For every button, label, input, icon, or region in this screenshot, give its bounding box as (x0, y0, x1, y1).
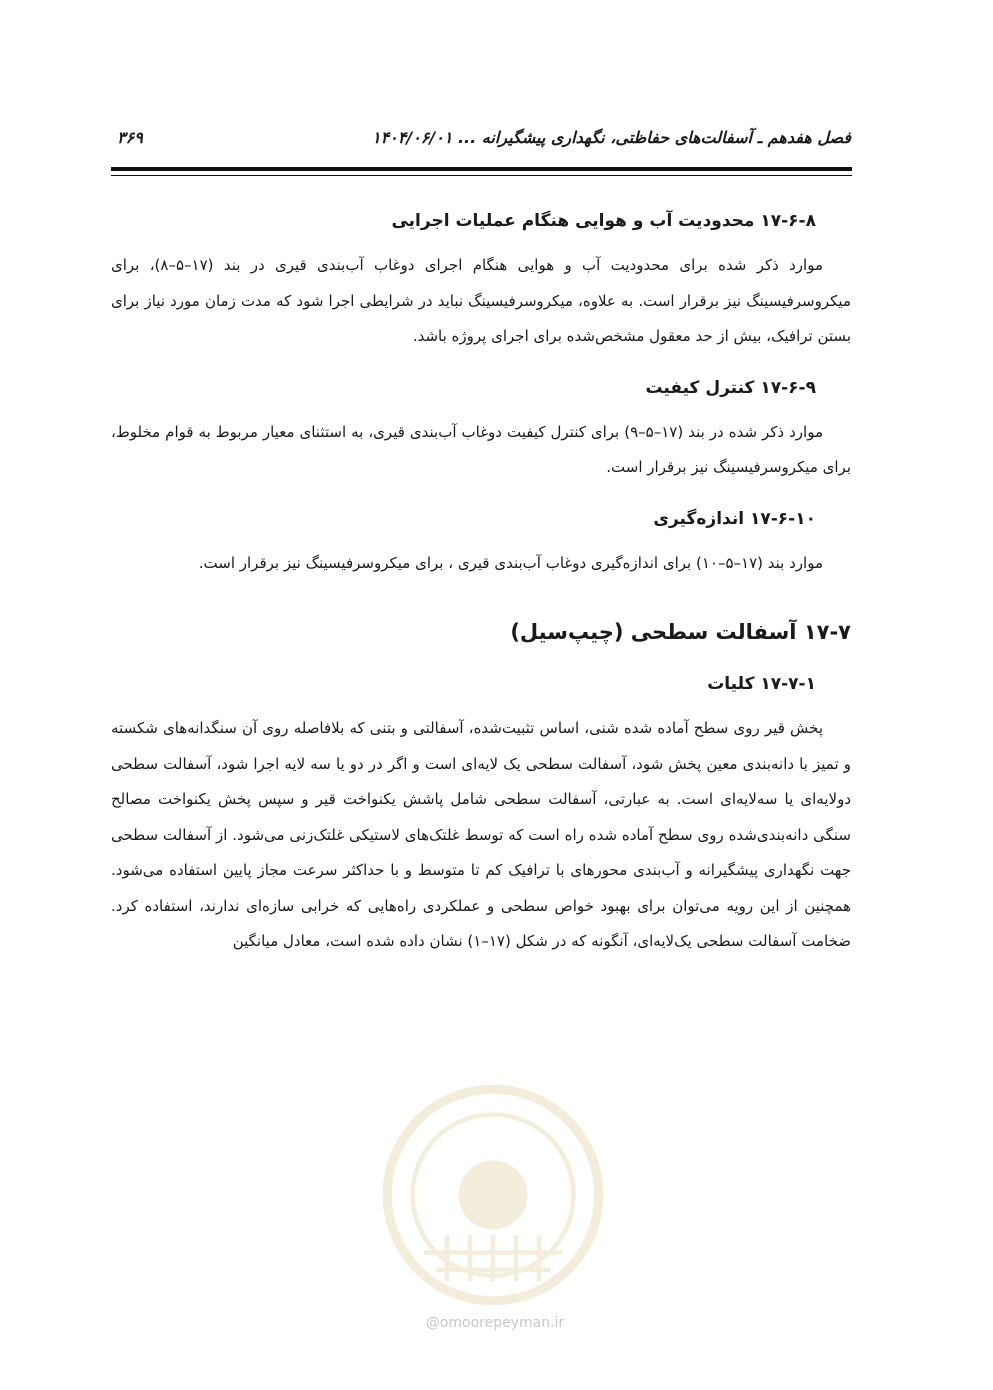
section-heading-quality-control: ۱۷-۶-۹ کنترل کیفیت (645, 377, 816, 398)
section-text-weather-limits: موارد ذکر شده برای محدودیت آب و هوایی هنگام اجرای دوغاب آب‌بندی قیری در بند (۱۷–۵–۸)، برای میکروسرفیسینگ نیز برقرار است. به علاوه، میکروسرفیسینگ نباید در شرایطی اجرا شود که مدت زمان مورد نیاز برای بستن ترافیک، بیش از حد معقول مشخص‌شده برای اجرای پروژه باشد. (111, 256, 851, 345)
section-heading-measurement: ۱۷-۶-۱۰ اندازه‌گیری (653, 508, 816, 529)
header-rule-thin (111, 175, 852, 176)
section-text-measurement: موارد بند (۱۷–۵–۱۰) برای اندازه‌گیری دوغاب آب‌بندی قیری ، برای میکروسرفیسینگ نیز برقرار است. (198, 553, 823, 572)
chapter-section-heading-chipseal: ۱۷-۷ آسفالت سطحی (چیپ‌سیل) (510, 620, 851, 644)
watermark-logo (378, 1080, 608, 1310)
section-heading-weather-limits: ۱۷-۶-۸ محدودیت آب و هوایی هنگام عملیات اجرایی (391, 211, 816, 231)
page-number: ۳۶۹ (117, 128, 143, 147)
section-text-quality-control: موارد ذکر شده در بند (۱۷–۵–۹) برای کنترل کیفیت دوغاب آب‌بندی قیری، به استثنای معیار مربوط به قوام مخلوط، برای میکروسرفیسینگ نیز برقرار است. (111, 422, 851, 476)
running-header-title: فصل هفدهم ـ آسفالت‌های حفاظتی، نگهداری پیشگیرانه ... ۱۴۰۴/۰۶/۰۱ (371, 128, 851, 147)
header-rule-thick (111, 167, 852, 171)
page-header (111, 128, 851, 158)
page-body (111, 208, 851, 980)
subsection-heading-general: ۱۷-۷-۱ کلیات (707, 674, 816, 694)
subsection-text-general: پخش قیر روی سطح آماده شده شنی، اساس تثبیت‌شده، آسفالتی و بتنی که بلافاصله روی آن سنگدانه‌های شکسته و تمیز با دانه‌بندی معین پخش شود، آسفالت سطحی یک لایه‌ای است و اگر در دو یا سه لایه اجرا شود، آسفالت سطحی دولایه‌ای یا سه‌لایه‌ای است. به عبارتی، آسفالت سطحی شامل پاشش یکنواخت قیر و سپس پخش یکنواخت مصالح سنگی دانه‌بندی‌شده روی سطح آماده شده راه است که توسط غلتک‌های لاستیکی غلتک‌زنی می‌شود. از آسفالت سطحی جهت نگهداری پیشگیرانه و آب‌بندی محورهای با ترافیک کم تا متوسط و با حداکثر سرعت مجاز پایین استفاده می‌شود. همچنین از این رویه می‌توان برای بهبود خواص سطحی و عملکردی راه‌هایی که خرابی سازه‌ای ندارند، استفاده کرد. ضخامت آسفالت سطحی یک‌لایه‌ای، آنگونه که در شکل (۱۷–۱) نشان داده شده است، معادل میانگین (111, 719, 851, 950)
watermark-text: @omoorepeyman.ir (425, 1315, 565, 1331)
